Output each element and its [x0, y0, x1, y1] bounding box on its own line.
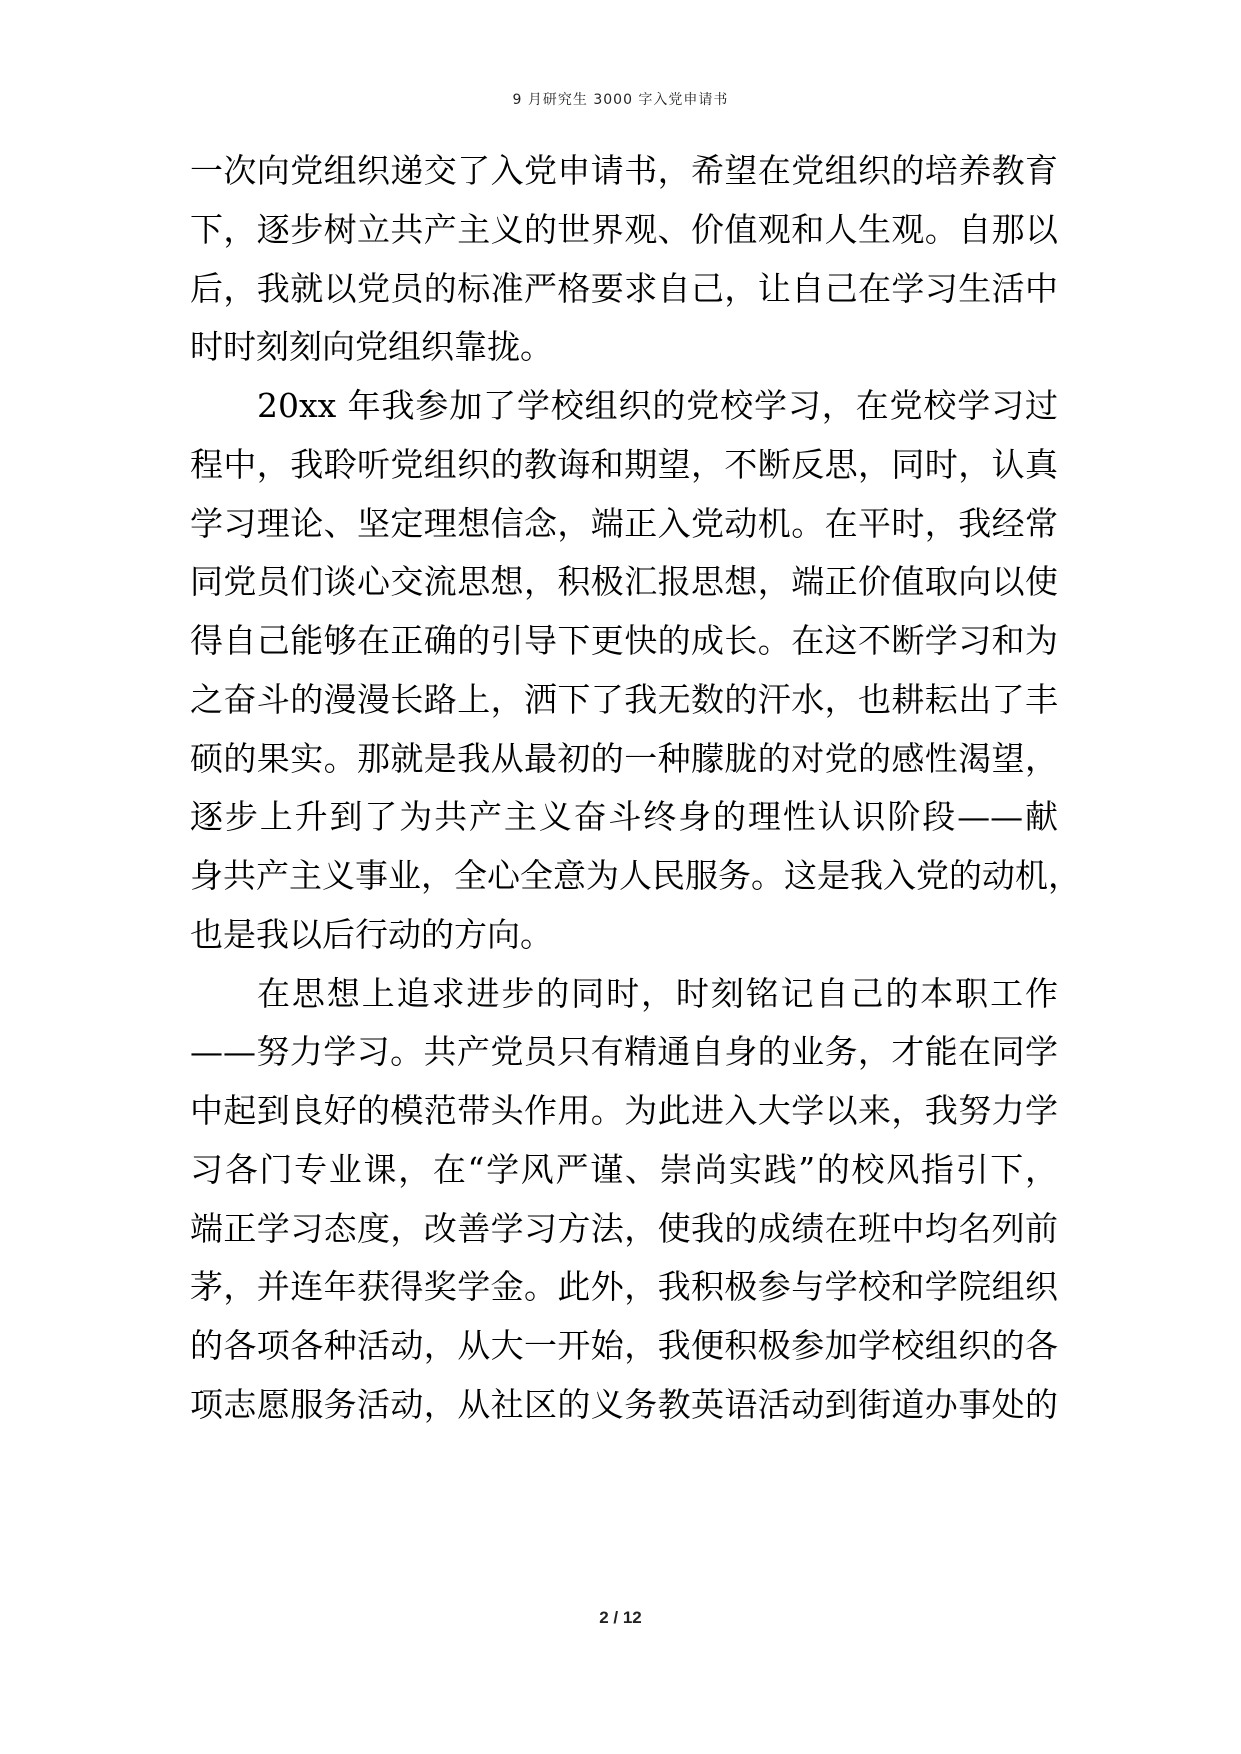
paragraph-3-line-1: 在思想上追求进步的同时，时刻铭记自己的本职工作 [257, 974, 1058, 1013]
paragraph-2-line-10: 也是我以后行动的方向。 [190, 915, 553, 954]
paragraph-3-line-2: ——努力学习。共产党员只有精通自身的业务，才能在同学 [190, 1032, 1058, 1071]
paragraph-2-line-1: 20xx 年我参加了学校组织的党校学习，在党校学习过 [257, 386, 1058, 425]
paragraph-3-line-8: 项志愿服务活动，从社区的义务教英语活动到街道办事处的 [190, 1385, 1058, 1424]
paragraph-2-line-2: 程中，我聆听党组织的教诲和期望，不断反思，同时，认真 [190, 445, 1058, 484]
running-header: 9 月研究生 3000 字入党申请书 [512, 92, 729, 108]
paragraph-1-line-2: 下，逐步树立共产主义的世界观、价值观和人生观。自那以 [190, 210, 1058, 249]
paragraph-1-line-4: 时时刻刻向党组织靠拢。 [190, 327, 553, 366]
paragraph-2-line-9: 身共产主义事业，全心全意为人民服务。这是我入党的动机， [190, 856, 1081, 895]
paragraph-3-line-5: 端正学习态度，改善学习方法，使我的成绩在班中均名列前 [190, 1209, 1058, 1248]
paragraph-3-line-3: 中起到良好的模范带头作用。为此进入大学以来，我努力学 [190, 1091, 1058, 1130]
paragraph-1-line-3: 后，我就以党员的标准严格要求自己，让自己在学习生活中 [190, 269, 1058, 308]
paragraph-2-line-6: 之奋斗的漫漫长路上，洒下了我无数的汗水，也耕耘出了丰 [190, 680, 1058, 719]
paragraph-3-line-6: 茅，并连年获得奖学金。此外，我积极参与学校和学院组织 [190, 1267, 1058, 1306]
paragraph-2-line-8: 逐步上升到了为共产主义奋斗终身的理性认识阶段——献 [190, 797, 1058, 836]
paragraph-2-line-3: 学习理论、坚定理想信念，端正入党动机。在平时，我经常 [190, 504, 1058, 543]
page-number: 2 / 12 [599, 1608, 642, 1627]
paragraph-2-line-5: 得自己能够在正确的引导下更快的成长。在这不断学习和为 [190, 621, 1058, 660]
paragraph-3-line-4: 习各门专业课，在“学风严谨、崇尚实践”的校风指引下， [190, 1150, 1058, 1189]
paragraph-1-line-1: 一次向党组织递交了入党申请书，希望在党组织的培养教育 [190, 151, 1058, 190]
paragraph-2-line-7: 硕的果实。那就是我从最初的一种朦胧的对党的感性渴望， [190, 739, 1058, 778]
paragraph-2-line-4: 同党员们谈心交流思想，积极汇报思想，端正价值取向以使 [190, 562, 1058, 601]
paragraph-3-line-7: 的各项各种活动，从大一开始，我便积极参加学校组织的各 [190, 1326, 1058, 1365]
